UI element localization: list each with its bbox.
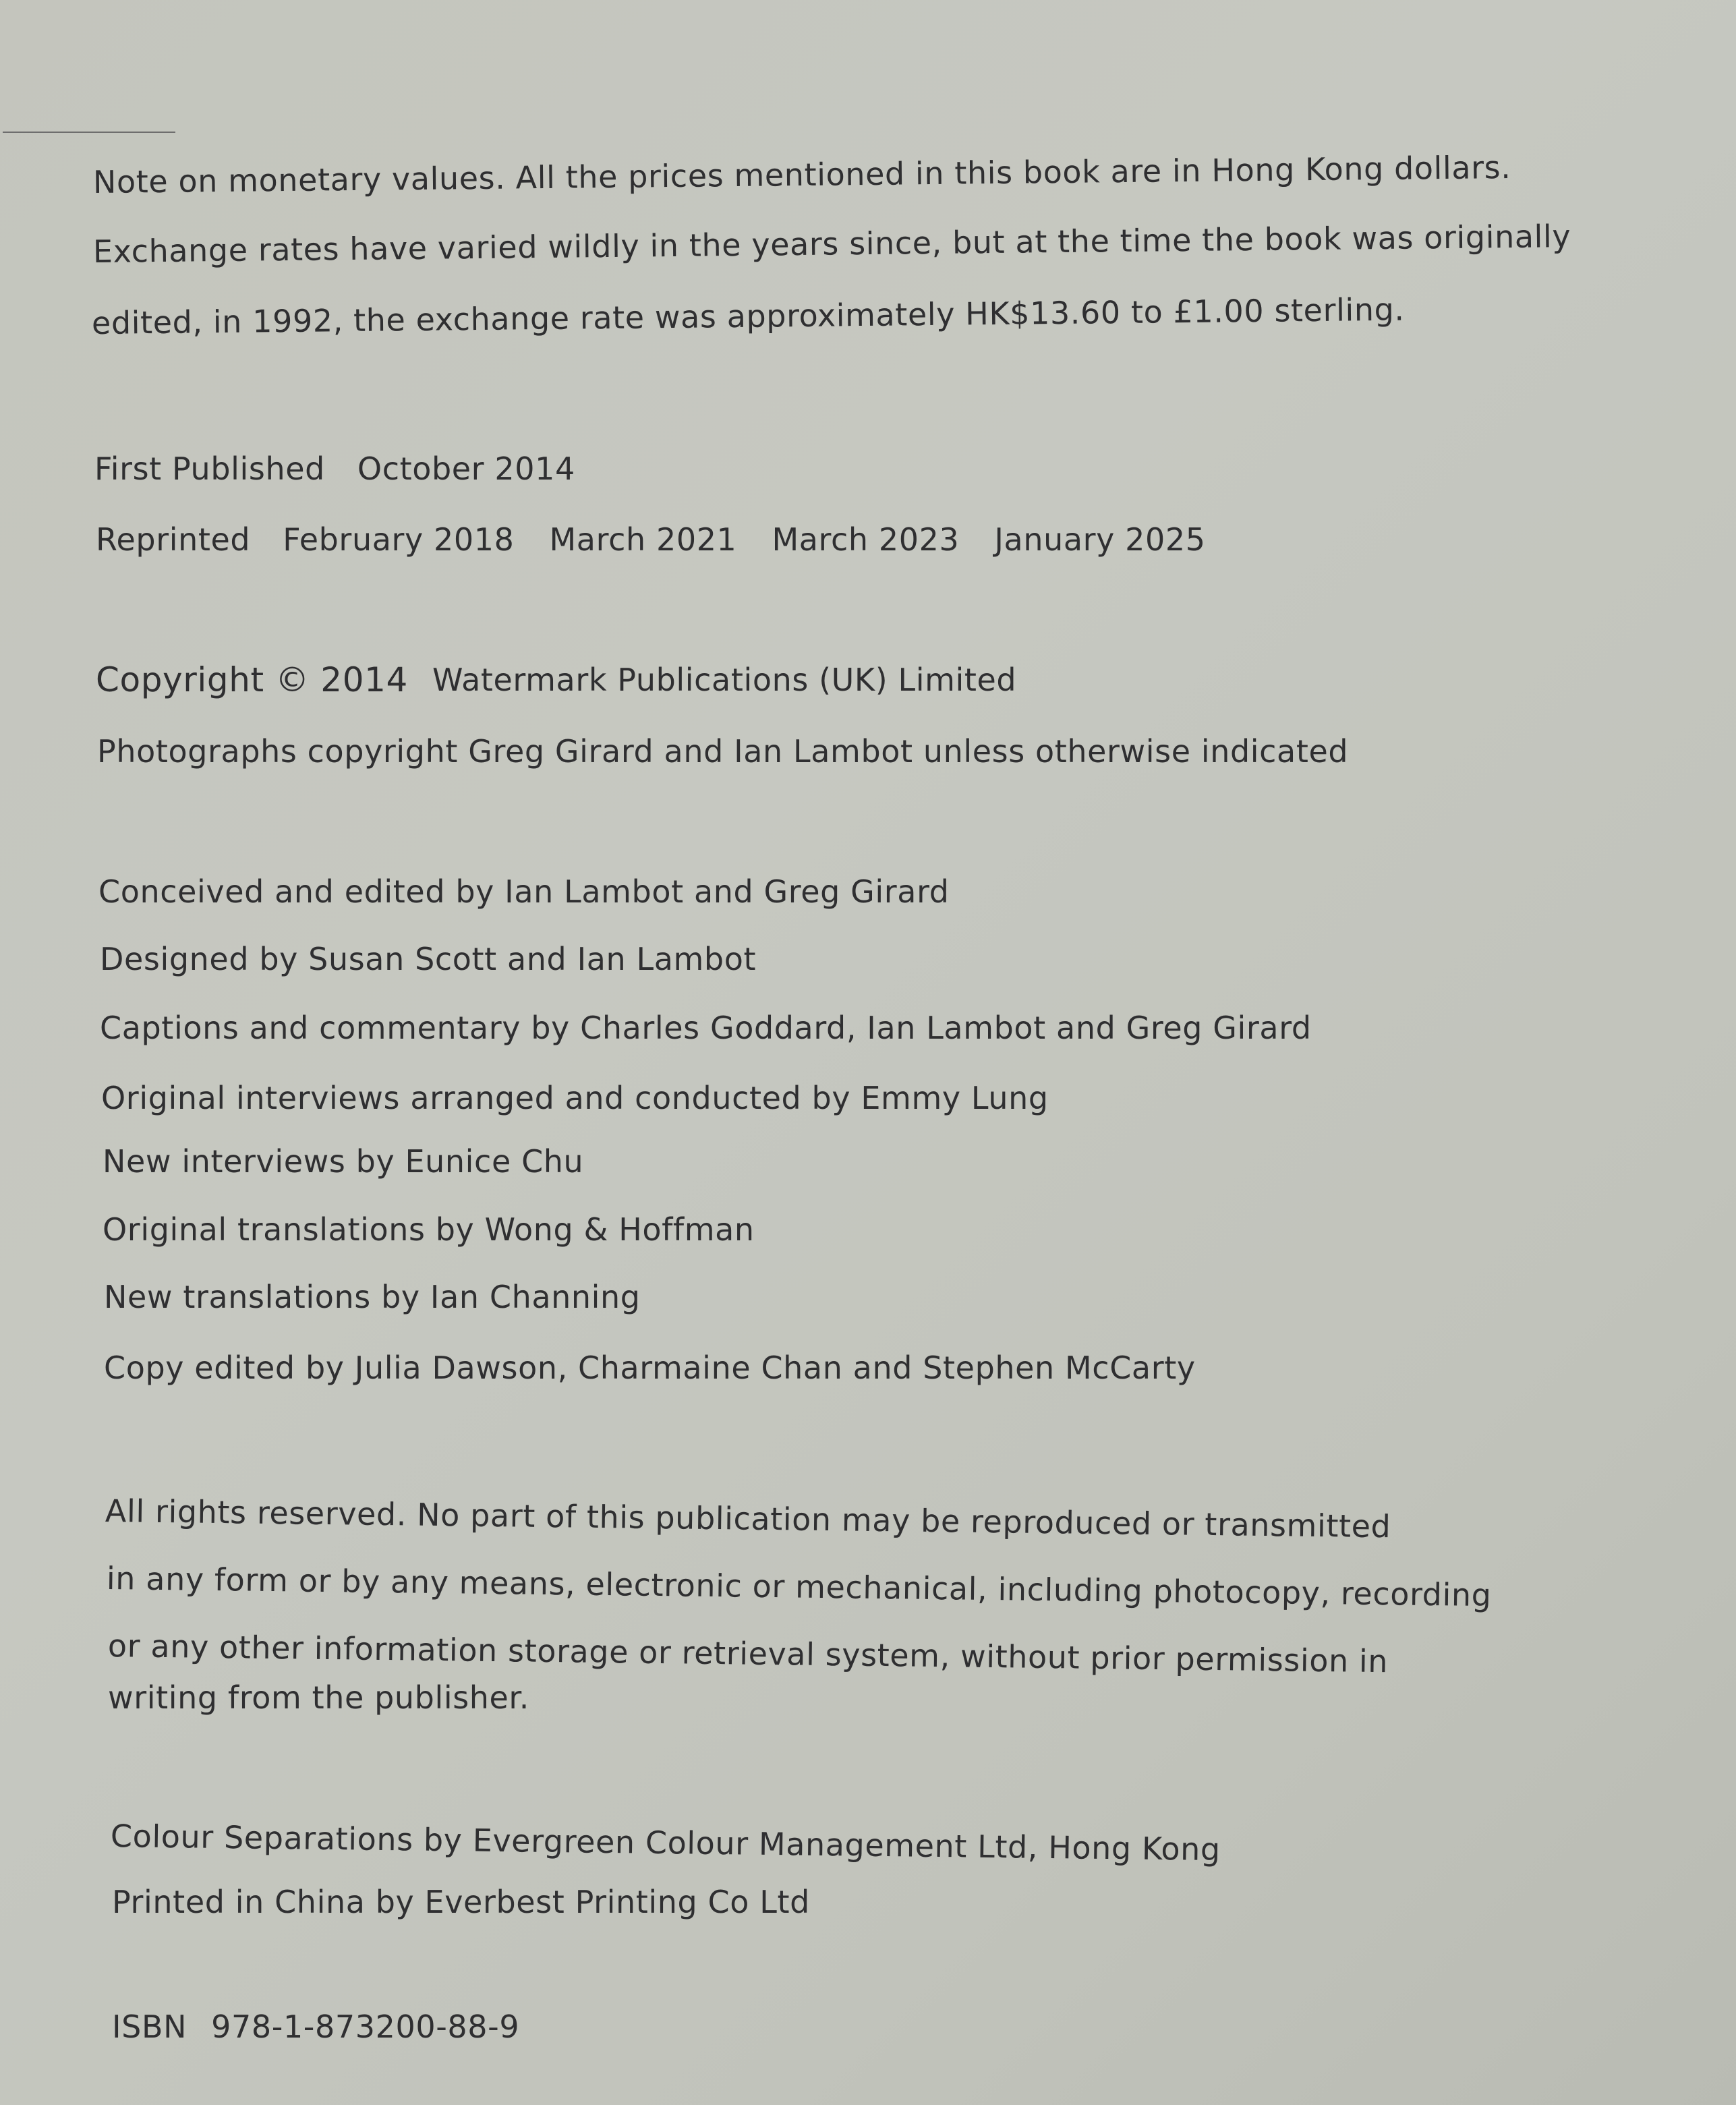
credit-line: Original interviews arranged and conducted by Emmy Lung [101, 1080, 1049, 1116]
first-published-label: First Published [94, 451, 325, 487]
top-rule-divider [3, 132, 175, 133]
production-line: Printed in China by Everbest Printing Co Ltd [112, 1884, 810, 1920]
rights-line: writing from the publisher. [108, 1679, 529, 1716]
note-line: Exchange rates have varied wildly in the years since, but at the time the book was originally [92, 218, 1571, 270]
reprint-date: January 2025 [994, 521, 1206, 558]
credit-line: Original translations by Wong & Hoffman [103, 1211, 755, 1248]
credit-line: Designed by Susan Scott and Ian Lambot [100, 941, 757, 977]
credit-line: Conceived and edited by Ian Lambot and Greg Girard [98, 873, 950, 910]
reprinted-row [96, 519, 1206, 560]
credit-line: Captions and commentary by Charles Goddard, Ian Lambot and Greg Girard [100, 1010, 1312, 1046]
credit-line: Copy edited by Julia Dawson, Charmaine Chan and Stephen McCarty [104, 1350, 1196, 1386]
copyright-holder: Watermark Publications (UK) Limited [432, 662, 1017, 698]
copyright-label: Copyright © 2014 [96, 660, 408, 699]
first-published-date: October 2014 [357, 451, 575, 487]
note-line: edited, in 1992, the exchange rate was approximately HK$13.60 to £1.00 sterling. [91, 291, 1405, 341]
credit-line: New translations by Ian Channing [104, 1279, 641, 1315]
reprinted-label: Reprinted [96, 521, 251, 558]
first-published-row [94, 449, 575, 489]
production-line: Colour Separations by Evergreen Colour Management Ltd, Hong Kong [110, 1818, 1221, 1868]
reprint-date: March 2021 [549, 521, 737, 558]
note-line: Note on monetary values. All the prices mentioned in this book are in Hong Kong dollars. [92, 148, 1511, 200]
copyright-row [96, 660, 1016, 700]
credit-line: New interviews by Eunice Chu [103, 1143, 584, 1180]
isbn-label: ISBN [112, 2009, 187, 2045]
reprint-date: March 2023 [772, 521, 960, 558]
isbn-value: 978-1-873200-88-9 [211, 2009, 520, 2045]
reprint-date: February 2018 [283, 521, 515, 558]
rights-line: in any form or by any means, electronic or mechanical, including photocopy, recording [106, 1560, 1492, 1614]
rights-line: All rights reserved. No part of this publication may be reproduced or transmitted [105, 1493, 1391, 1545]
photographs-copyright: Photographs copyright Greg Girard and Ian Lambot unless otherwise indicated [97, 733, 1349, 770]
rights-line: or any other information storage or retrieval system, without prior permission in [107, 1627, 1389, 1680]
isbn-row [112, 2007, 519, 2047]
